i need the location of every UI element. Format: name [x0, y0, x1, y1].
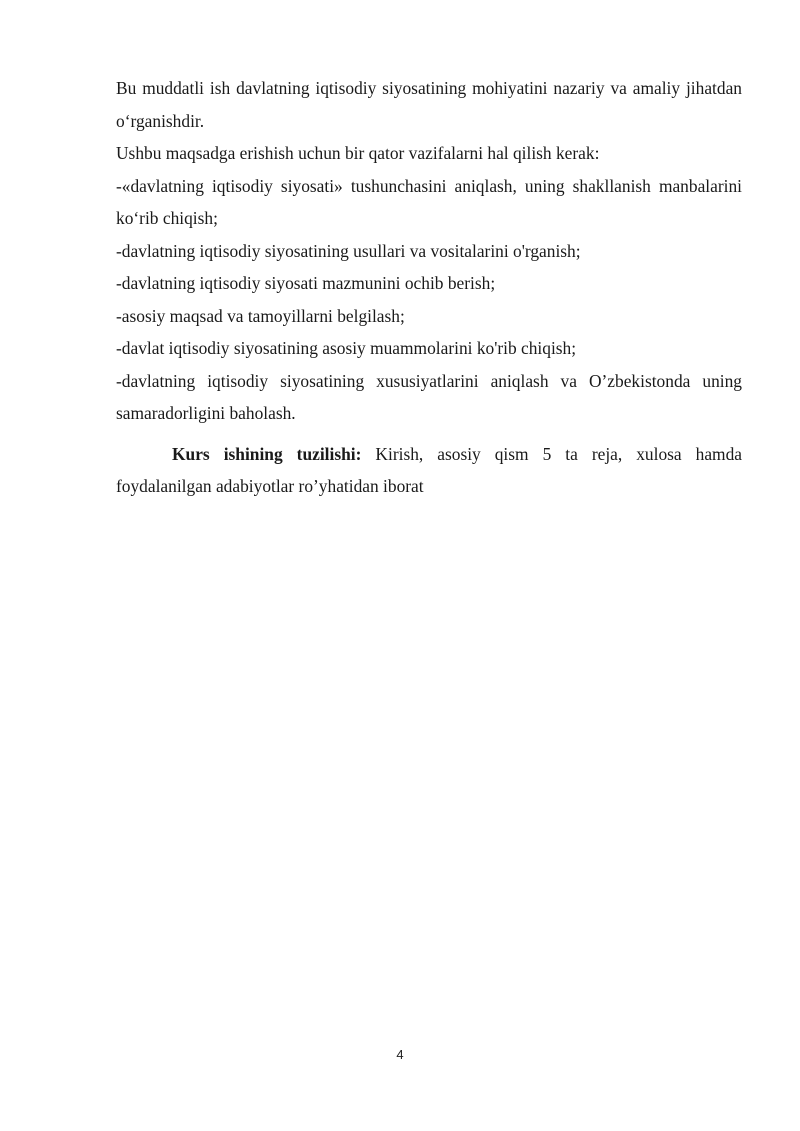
task-item: -davlatning iqtisodiy siyosati mazmunini ochib berish;	[116, 273, 496, 293]
intro-paragraph: Bu muddatli ish davlatning iqtisodiy siyosatining mohiyatini nazariy va amaliy jihatdan o‘rganishdir.	[116, 78, 742, 131]
tasks-intro-paragraph: Ushbu maqsadga erishish uchun bir qator vazifalarni hal qilish kerak:	[116, 143, 600, 163]
structure-paragraph	[116, 438, 742, 503]
structure-label: Kurs ishining tuzilishi:	[172, 443, 362, 464]
task-item: -davlat iqtisodiy siyosatining asosiy muammolarini ko'rib chiqish;	[116, 338, 577, 358]
task-item: -«davlatning iqtisodiy siyosati» tushunchasini aniqlash, uning shakllanish manbalarini ko‘rib chiqish;	[116, 175, 742, 228]
task-item: -asosiy maqsad va tamoyillarni belgilash;	[116, 305, 405, 326]
task-item: -davlatning iqtisodiy siyosatining usullari va vositalarini o'rganish;	[116, 240, 581, 261]
structure-text: Kirish, asosiy qism 5 ta reja, xulosa hamda foydalanilgan adabiyotlar ro’yhatidan iborat	[116, 443, 743, 496]
document-body	[116, 72, 742, 503]
page-number: 4	[396, 1047, 404, 1062]
task-item: -davlatning iqtisodiy siyosatining xususiyatlarini aniqlash va O’zbekistonda uning samaradorligini baholash.	[116, 370, 742, 423]
